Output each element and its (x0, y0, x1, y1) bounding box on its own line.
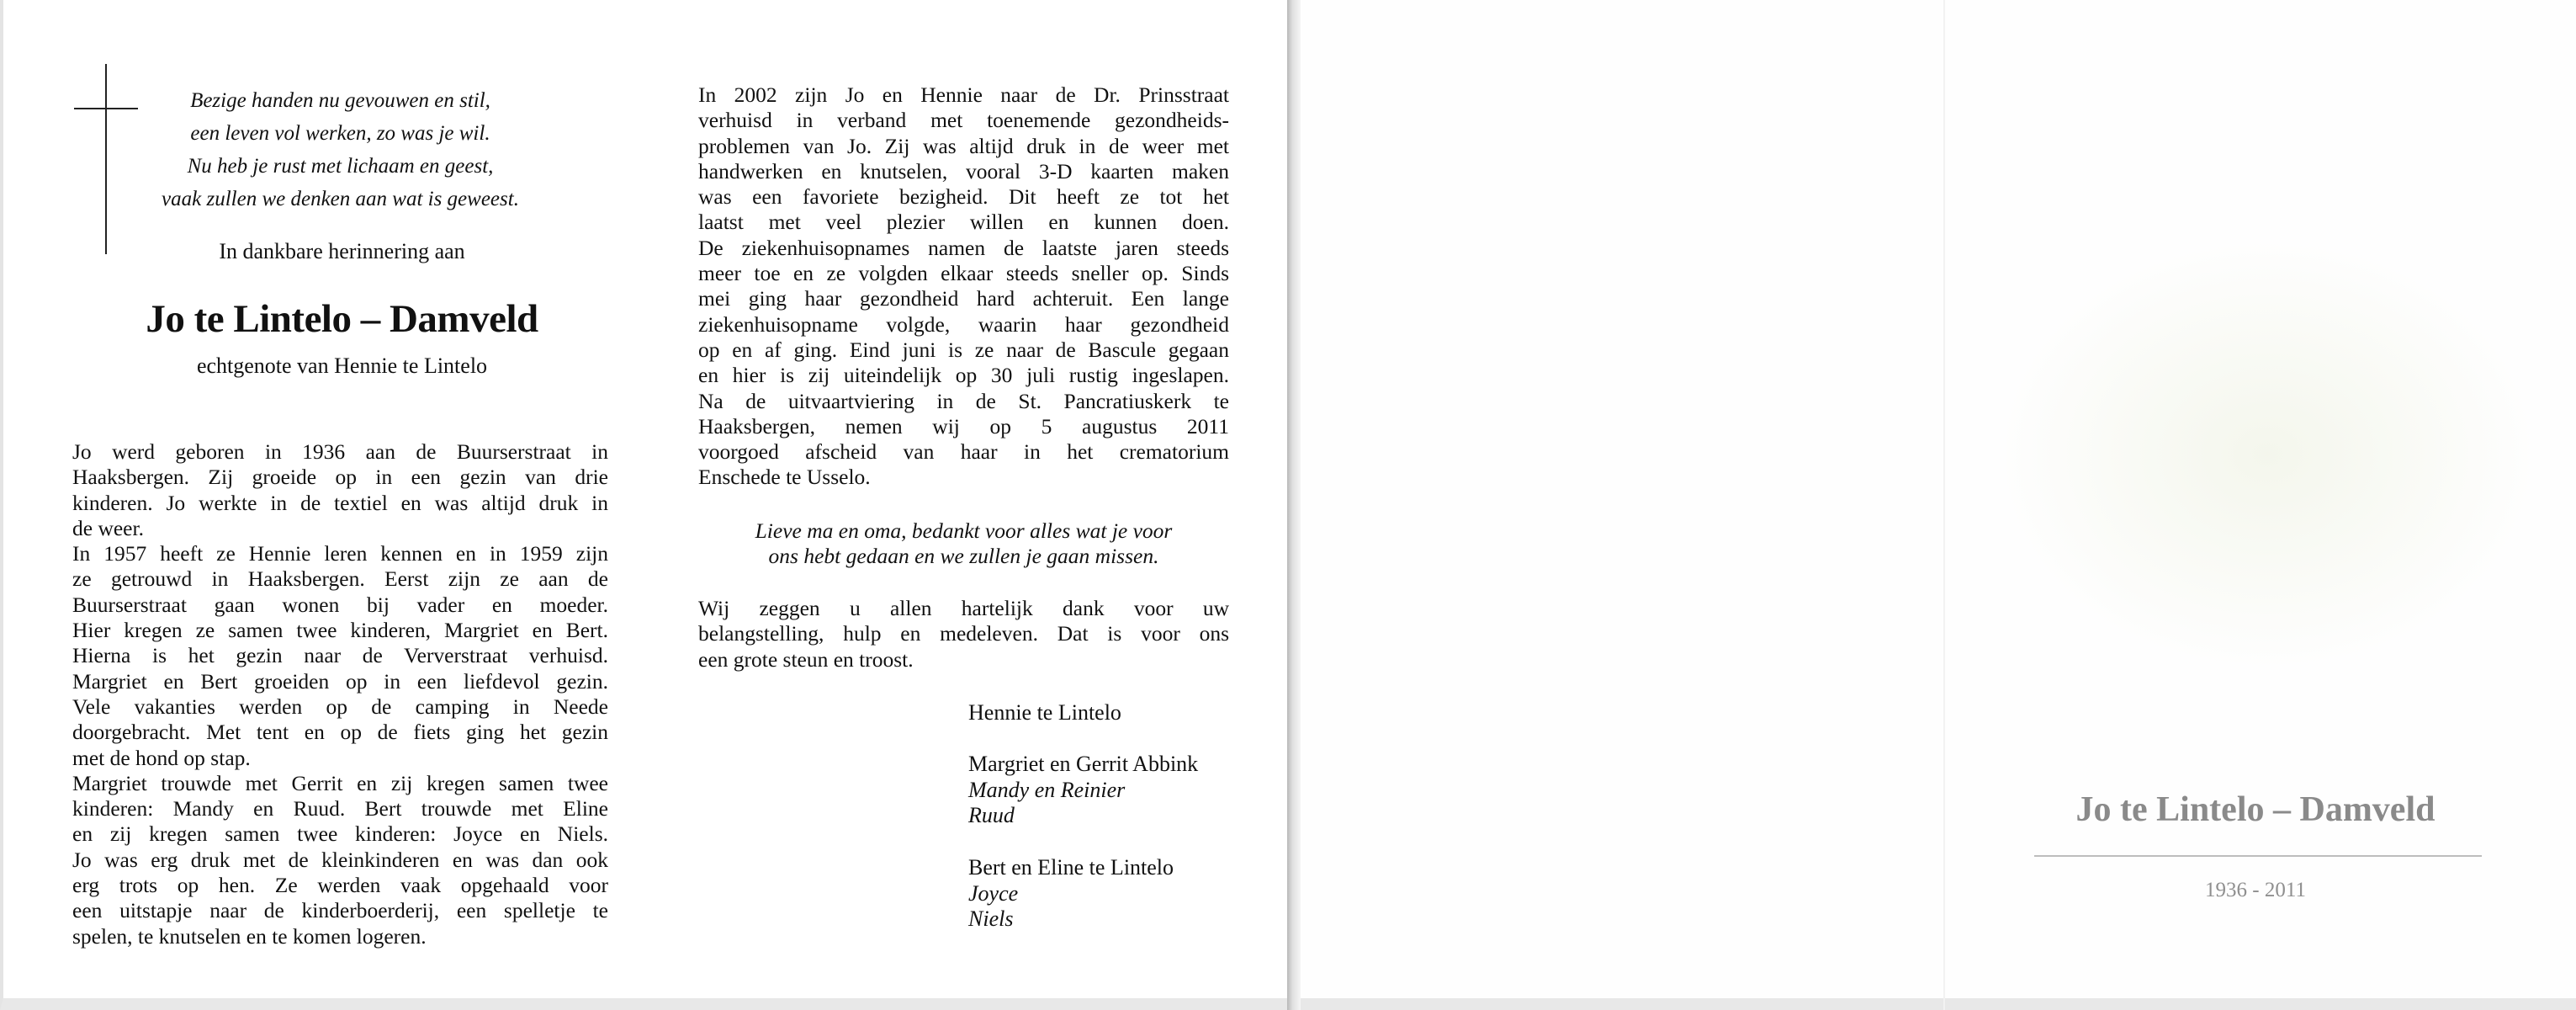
biography-line: Enschede te Usselo. (698, 465, 871, 490)
biography-line: Margriet trouwde met Gerrit en zij kregen samen twee (72, 770, 608, 795)
family-child: Ruud (968, 803, 1015, 827)
gratitude-line: een grote steun en troost. (698, 646, 914, 672)
biography-line: en hier is zij uiteindelijk op 30 juli rustig ingeslapen. (698, 363, 1229, 388)
biography-line: meer toe en ze volgden elkaar steeds sneller op. Sinds (698, 261, 1229, 286)
poem-line: een leven vol werken, zo was je wil. (190, 122, 490, 145)
biography-line: Hier kregen ze samen twee kinderen, Margriet en Bert. (72, 618, 608, 643)
biography-line: Buurserstraat gaan wonen bij vader en moeder. (72, 592, 608, 617)
biography-line: erg trots op hen. Ze werden vaak opgehaald voor (72, 873, 608, 898)
biography-line: Hierna is het gezin naar de Ververstraat verhuisd. (72, 643, 608, 668)
biography-line: laatst met veel plezier willen en kunnen doen. (698, 210, 1229, 235)
biography-line: In 2002 zijn Jo en Hennie naar de Dr. Prinsstraat (698, 82, 1229, 107)
biography-line: was een favoriete bezigheid. Dit heeft ze tot het (698, 184, 1229, 210)
biography-line: In 1957 heeft ze Hennie leren kennen en in 1959 zijn (72, 541, 608, 566)
biography-line: Jo werd geboren in 1936 aan de Buurserstraat in (72, 439, 608, 464)
faded-portrait-image (1994, 236, 2541, 673)
deceased-name: Jo te Lintelo – Damveld (146, 297, 538, 341)
thanks-line: Lieve ma en oma, bedankt voor alles wat je voor (755, 518, 1173, 543)
biography-line: Margriet en Bert groeiden op in een liefdevol gezin. (72, 668, 608, 694)
cover-dates: 1936 - 2011 (2205, 879, 2306, 901)
poem-line: vaak zullen we denken aan wat is geweest. (162, 188, 519, 210)
fold-line (1943, 0, 1945, 1010)
spouse-line: echtgenote van Hennie te Lintelo (196, 354, 488, 378)
biography-line: mei ging haar gezondheid hard achteruit. Een lange (698, 286, 1229, 311)
biography-line: Jo was erg druk met de kleinkinderen en was dan ook (72, 847, 608, 872)
biography-line: voorgoed afscheid van haar in het crematorium (698, 439, 1229, 465)
poem (111, 84, 570, 215)
thanks-line: ons hebt gedaan en we zullen je gaan missen. (768, 544, 1159, 569)
family-household-1 (968, 752, 1198, 829)
family-child: Niels (968, 906, 1014, 931)
biography-line: Vele vakanties werden op de camping in Neede (72, 694, 608, 719)
cover-name: Jo te Lintelo – Damveld (2075, 790, 2436, 829)
family-spouse (968, 700, 1121, 726)
memory-line: In dankbare herinnering aan (219, 239, 465, 263)
biography-line: verhuisd in verband met toenemende gezondheids- (698, 108, 1229, 133)
biography-line: kinderen. Jo werkte in de textiel en was altijd druk in (72, 490, 608, 515)
biography-line: de weer. (72, 515, 144, 540)
biography-line: ziekenhuisopname volgde, waarin haar gezondheid (698, 311, 1229, 337)
biography-line: kinderen: Mandy en Ruud. Bert trouwde met Eline (72, 796, 608, 821)
inner-spread (0, 0, 1287, 1010)
biography-line: op en af ging. Eind juni is ze naar de Bascule gegaan (698, 337, 1229, 362)
biography-line: met de hond op stap. (72, 745, 251, 770)
biography-line: Haaksbergen, nemen wij op 5 augustus 2011 (698, 413, 1229, 439)
biography-line: Na de uitvaartviering in de St. Pancratiuskerk te (698, 388, 1229, 413)
family-household-2 (968, 855, 1174, 933)
biography-line: spelen, te knutselen en te komen logeren. (72, 923, 427, 949)
gratitude-line: belangstelling, hulp en medeleven. Dat is voor ons (698, 621, 1229, 646)
biography-line: ze getrouwd in Haaksbergen. Eerst zijn ze aan de (72, 566, 608, 592)
family-parents: Margriet en Gerrit Abbink (968, 752, 1199, 776)
biography-line: handwerken en knutselen, vooral 3-D kaarten maken (698, 158, 1229, 183)
family-child: Joyce (968, 880, 1019, 906)
biography-line: De ziekenhuisopnames namen de laatste jaren steeds (698, 235, 1229, 260)
gratitude-line: Wij zeggen u allen hartelijk dank voor uw (698, 596, 1229, 620)
poem-line: Bezige handen nu gevouwen en stil, (190, 89, 490, 112)
biography-column-1 (72, 439, 608, 949)
biography-line: Haaksbergen. Zij groeide op in een gezin van drie (72, 465, 608, 490)
family-parents: Bert en Eline te Lintelo (968, 855, 1174, 880)
thanks-quote (698, 518, 1229, 570)
biography-line: doorgebracht. Met tent en op de fiets ging het gezin (72, 720, 608, 745)
family-member: Hennie te Lintelo (968, 700, 1121, 725)
biography-column-2 (698, 82, 1229, 491)
cross-icon (105, 64, 107, 254)
biography-line: en zij kregen samen twee kinderen: Joyce en Niels. (72, 821, 608, 847)
family-child: Mandy en Reinier (968, 777, 1126, 802)
biography-line: problemen van Jo. Zij was altijd druk in de weer met (698, 133, 1229, 158)
card-gutter (1287, 0, 1301, 1010)
biography-line: een uitstapje naar de kinderboerderij, een spelletje te (72, 898, 608, 923)
poem-line: Nu heb je rust met lichaam en geest, (187, 155, 494, 178)
cover-divider (2034, 855, 2482, 857)
gratitude-text (698, 596, 1229, 672)
